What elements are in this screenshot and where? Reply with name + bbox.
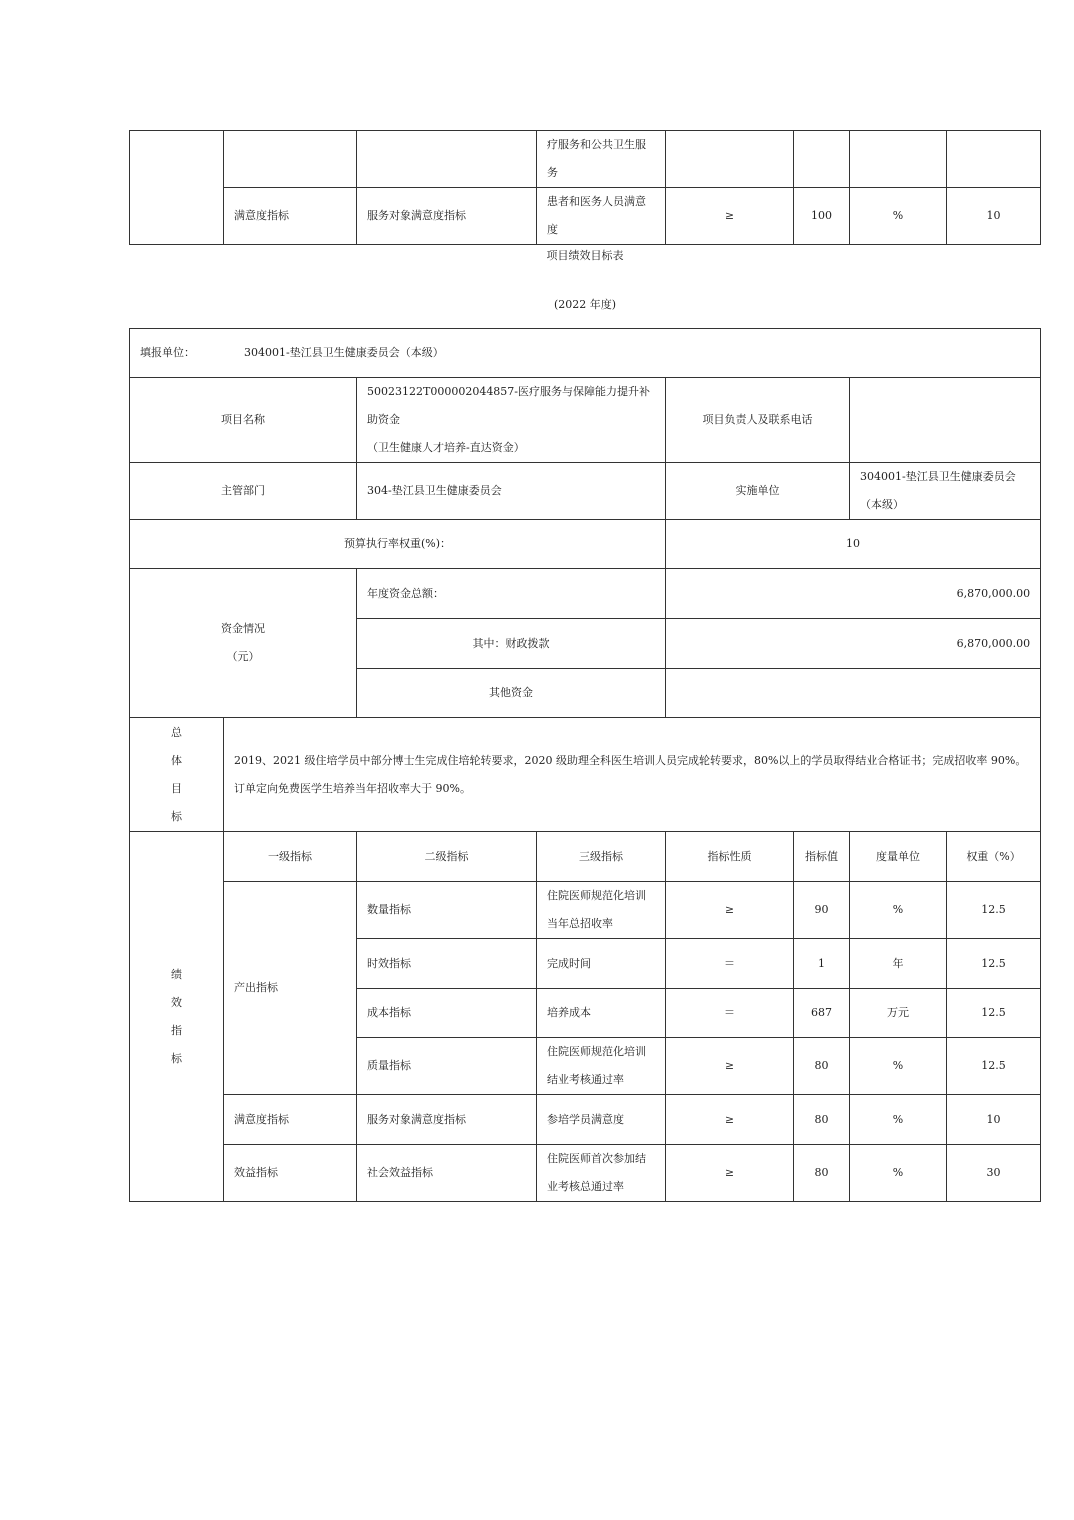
table-row: 满意度指标 服务对象满意度指标 参培学员满意度 ≥ 80 % 10 bbox=[130, 1095, 1041, 1145]
annual-total-label: 年度资金总额： bbox=[357, 569, 666, 619]
owner-label: 项目负责人及联系电话 bbox=[666, 378, 850, 463]
goal-text: 2019、2021 级住培学员中部分博士生完成住培轮转要求，2020 级助理全科医生培训人员完成轮转要求，80%以上的学员取得结业合格证书；完成招收率 90%。订单定向免费医学生培养当年招收率大于 90%。 bbox=[224, 718, 1041, 832]
dept-label: 主管部门 bbox=[130, 463, 357, 520]
funds-label: 资金情况 （元） bbox=[130, 569, 357, 718]
owner-value bbox=[850, 378, 1041, 463]
fiscal-value: 6,870,000.00 bbox=[666, 619, 1041, 669]
top-value: 100 bbox=[794, 188, 850, 245]
top-empty-l1 bbox=[224, 131, 357, 188]
top-unit: % bbox=[850, 188, 947, 245]
impl-label: 实施单位 bbox=[666, 463, 850, 520]
year-label: (2022 年度) bbox=[553, 298, 617, 311]
project-name-value: 50023122T000002044857-医疗服务与保障能力提升补助资金 （卫生健康人才培养-直达资金） bbox=[357, 378, 666, 463]
top-l3: 患者和医务人员满意度 bbox=[537, 188, 666, 245]
impl-value: 304001-垫江县卫生健康委员会（本级） bbox=[850, 463, 1041, 520]
fill-unit-label: 填报单位： bbox=[140, 346, 195, 359]
table-row: 产出指标 数量指标 住院医师规范化培训当年总招收率 ≥ 90 % 12.5 bbox=[130, 882, 1041, 939]
other-funds-value bbox=[666, 669, 1041, 718]
table-row: 质量指标 住院医师规范化培训结业考核通过率 ≥ 80 % 12.5 bbox=[130, 1038, 1041, 1095]
other-funds-label: 其他资金 bbox=[357, 669, 666, 718]
top-empty-l2 bbox=[357, 131, 537, 188]
table-row: 成本指标 培养成本 ＝ 687 万元 12.5 bbox=[130, 989, 1041, 1038]
goal-label: 总 体 目 标 bbox=[130, 718, 224, 832]
budget-label: 预算执行率权重(%)： bbox=[130, 520, 666, 569]
fill-unit-row bbox=[130, 329, 1041, 378]
top-empty-cell bbox=[130, 131, 224, 245]
top-l3-cell: 疗服务和公共卫生服务 bbox=[537, 131, 666, 188]
fill-unit-value: 304001-垫江县卫生健康委员会（本级） bbox=[244, 346, 444, 359]
top-nature: ≥ bbox=[666, 188, 794, 245]
dept-value: 304-垫江县卫生健康委员会 bbox=[357, 463, 666, 520]
header-l2: 二级指标 bbox=[357, 832, 537, 882]
table-row: 效益指标 社会效益指标 住院医师首次参加结业考核总通过率 ≥ 80 % 30 bbox=[130, 1145, 1041, 1202]
header-weight: 权重（%） bbox=[947, 832, 1041, 882]
perf-label: 绩 效 指 标 bbox=[130, 832, 224, 1202]
performance-table bbox=[129, 328, 1041, 1202]
header-l3: 三级指标 bbox=[537, 832, 666, 882]
header-nature: 指标性质 bbox=[666, 832, 794, 882]
header-unit: 度量单位 bbox=[850, 832, 947, 882]
project-name-label: 项目名称 bbox=[130, 378, 357, 463]
annual-total-value: 6,870,000.00 bbox=[666, 569, 1041, 619]
top-weight: 10 bbox=[947, 188, 1041, 245]
table-row: 时效指标 完成时间 ＝ 1 年 12.5 bbox=[130, 939, 1041, 989]
top-l2: 服务对象满意度指标 bbox=[357, 188, 537, 245]
output-label: 产出指标 bbox=[224, 882, 357, 1095]
top-table bbox=[129, 130, 1041, 245]
top-l1: 满意度指标 bbox=[224, 188, 357, 245]
header-value: 指标值 bbox=[794, 832, 850, 882]
header-l1: 一级指标 bbox=[224, 832, 357, 882]
page-title: 项目绩效目标表 bbox=[546, 249, 624, 262]
fiscal-label: 其中：财政拨款 bbox=[357, 619, 666, 669]
budget-value: 10 bbox=[666, 520, 1041, 569]
